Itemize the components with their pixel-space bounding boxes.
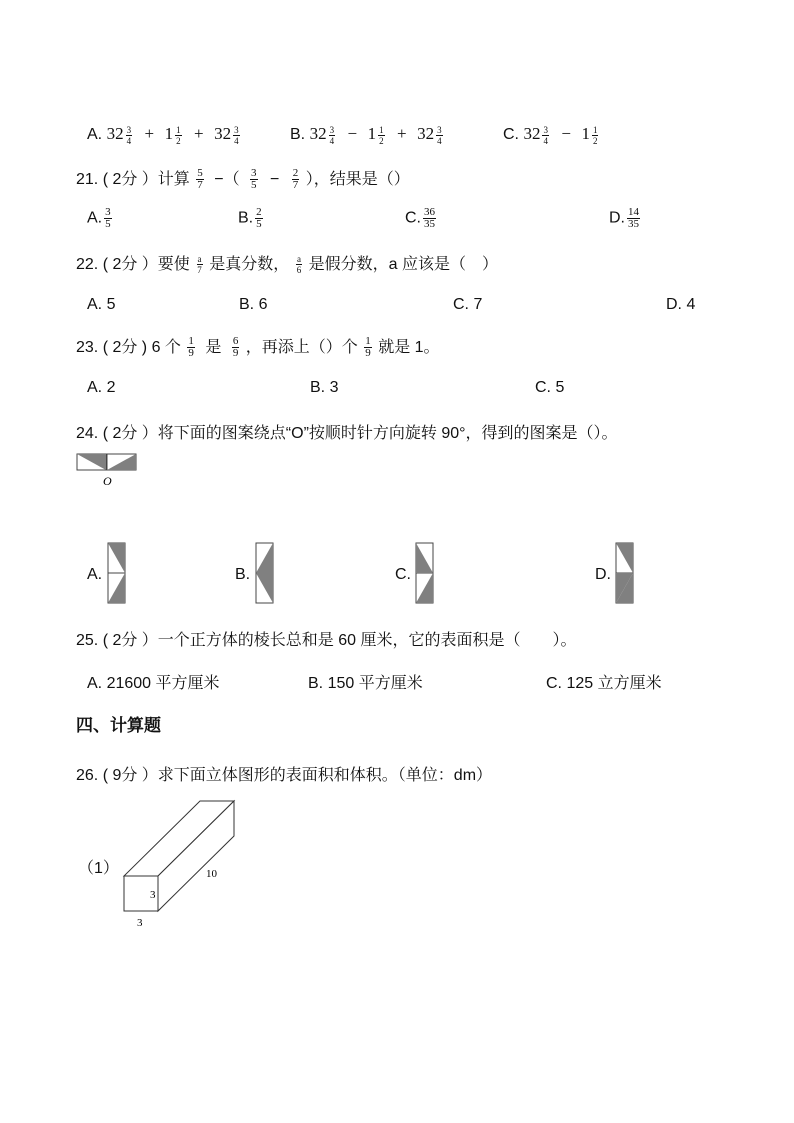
mixed-number: 32 $\frac{3}{4}$ [417,124,442,146]
q24-option-b[interactable]: B. [235,542,275,606]
dim-height-label: 3 [150,889,156,901]
mixed-number: 32 $\frac{3}{4}$ [106,124,132,146]
mixed-number: 32 $\frac{3}{4}$ [523,124,548,146]
mixed-number: 32 $\frac{3}{4}$ [309,124,335,146]
q24-option-b-figure [255,542,275,606]
q22-option-d[interactable]: D. 4 [666,296,696,313]
question-25: 25. ( 2分 ）一个正方体的棱长总和是 60 厘米，它的表面积是（ ）。 [76,632,577,649]
q25-option-b[interactable]: B. 150 平方厘米 [308,675,423,692]
question-21: 21. ( 2分 ）计算 $\frac{5}{7}$ −（ $\frac{3}{5}$ − $\frac{2}{7}$ ），结果是（） [76,167,410,192]
q24-option-d-figure [615,542,635,606]
q25-option-c[interactable]: C. 125 立方厘米 [546,675,662,692]
q22-option-b[interactable]: B. 6 [239,296,268,313]
section-heading: 四、计算题 [76,716,161,735]
q23-option-c[interactable]: C. 5 [535,379,565,396]
q22-option-a[interactable]: A. 5 [87,296,116,313]
q21-option-d[interactable]: D. $\frac{14}{35}$ [609,206,639,230]
q24-option-c-figure [415,542,435,606]
q21-option-a[interactable]: A. $\frac{3}{5}$ [87,206,111,230]
q25-option-a[interactable]: A. 21600 平方厘米 [87,675,220,692]
dim-length-label: 10 [206,868,217,880]
mixed-number: 32 $\frac{3}{4}$ [214,124,239,146]
q24-option-d[interactable]: D. [595,542,635,606]
dim-width-label: 3 [137,917,143,929]
question-22: 22. ( 2分 ）要使 $\frac{a}{7}$ 是真分数， $\frac{a}{6}$ 是假分数，a 应该是（ ） [76,254,498,276]
question-24: 24. ( 2分 ）将下面的图案绕点“O”按顺时针方向旋转 90°，得到的图案是（）。 [76,425,618,442]
mixed-number: 1 $\frac{1}{2}$ [581,124,598,146]
q20-option-c[interactable]: C. 32 $\frac{3}{4}$ − 1 $\frac{1}{2}$ [503,124,600,146]
point-o-label: O [103,474,112,488]
q21-option-c[interactable]: C. $\frac{36}{35}$ [405,206,435,230]
q24-option-a-figure [107,542,127,606]
q24-original-figure [76,453,140,489]
q22-option-c[interactable]: C. 7 [453,296,483,313]
mixed-number: 1 $\frac{1}{2}$ [367,124,384,146]
q21-option-b[interactable]: B. $\frac{2}{5}$ [238,206,262,230]
q23-option-a[interactable]: A. 2 [87,379,116,396]
q20-option-a[interactable]: A. 32 $\frac{3}{4}$ + 1 $\frac{1}{2}$ + 32 $\frac{3}{4}$ [87,124,242,146]
question-23: 23. ( 2分 ) 6 个 $\frac{1}{9}$ 是 $\frac{6}{9}$ ，再添上（）个 $\frac{1}{9}$ 就是 1。 [76,335,440,360]
q24-option-a[interactable]: A. [87,542,127,606]
q23-option-b[interactable]: B. 3 [310,379,339,396]
q26-sub-label: （1） [78,860,119,877]
question-26: 26. ( 9分 ）求下面立体图形的表面积和体积。（单位：dm） [76,767,493,784]
q20-option-b[interactable]: B. 32 $\frac{3}{4}$ − 1 $\frac{1}{2}$ + 32 $\frac{3}{4}$ [290,124,445,146]
q24-option-c[interactable]: C. [395,542,435,606]
cuboid-figure [118,798,248,933]
mixed-number: 1 $\frac{1}{2}$ [164,124,181,146]
